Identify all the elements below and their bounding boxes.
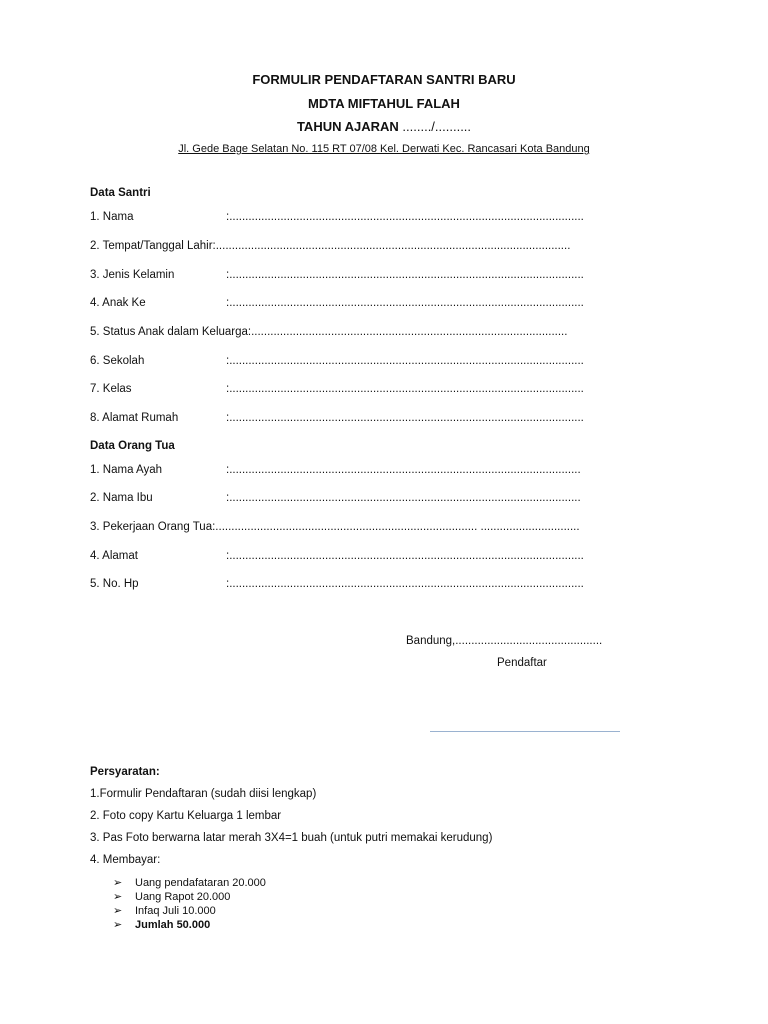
field-dotted-line: :..............................................................................................................: [226, 492, 581, 504]
arrow-bullet-icon: ➢: [113, 905, 123, 917]
arrow-bullet-icon: ➢: [113, 877, 123, 889]
payment-label: Infaq Juli 10.000: [135, 905, 216, 917]
field-label: 2. Tempat/Tanggal Lahir: [90, 240, 213, 252]
field-dotted-line: :...............................................................................................................: [226, 297, 584, 309]
requirement-item: 3. Pas Foto berwarna latar merah 3X4=1 buah (untuk putri memakai kerudung): [90, 832, 493, 844]
requirements-heading: Persyaratan:: [90, 766, 160, 778]
payment-label: Uang Rapot 20.000: [135, 891, 231, 903]
academic-year: [0, 119, 768, 134]
field-dotted-line: :...............................................................................................................: [226, 578, 584, 590]
requirement-item: 4. Membayar:: [90, 854, 161, 866]
payment-label: Uang pendafataran 20.000: [135, 877, 266, 889]
arrow-bullet-icon: ➢: [113, 891, 123, 903]
field-pekerjaan-orang-tua[interactable]: [90, 521, 602, 533]
payment-total: [113, 918, 210, 931]
field-dotted-line: :...............................................................................................................: [226, 355, 584, 367]
requirement-item: 1.Formulir Pendaftaran (sudah diisi lengkap): [90, 788, 317, 800]
signature-role: Pendaftar: [497, 657, 547, 669]
field-status-anak[interactable]: [90, 326, 601, 338]
field-dotted-line: :...............................................................................................................: [226, 211, 584, 223]
signature-place-date: Bandung,..............................................: [406, 635, 603, 647]
field-dotted-line: :...............................................................................................................: [226, 550, 584, 562]
field-label: 1. Nama: [90, 211, 134, 223]
payment-item: [113, 904, 216, 917]
field-label: 2. Nama Ibu: [90, 492, 153, 504]
field-nama-ibu[interactable]: [90, 492, 612, 504]
field-label: 3. Pekerjaan Orang Tua: [90, 521, 213, 533]
section-heading-orangtua: Data Orang Tua: [90, 440, 175, 452]
field-label: 8. Alamat Rumah: [90, 412, 179, 424]
form-title: FORMULIR PENDAFTARAN SANTRI BARU: [252, 72, 516, 87]
field-label: 4. Alamat: [90, 550, 138, 562]
field-dotted-line: :.................................................................................. ...............................: [212, 521, 580, 533]
field-alamat-rumah[interactable]: [90, 412, 616, 424]
field-alamat[interactable]: [90, 550, 616, 562]
arrow-bullet-icon: ➢: [113, 919, 123, 931]
school-name: MDTA MIFTAHUL FALAH: [308, 96, 460, 111]
field-no-hp[interactable]: [90, 578, 616, 590]
field-dotted-line: :...............................................................................................................: [226, 383, 584, 395]
field-label: 1. Nama Ayah: [90, 464, 163, 476]
school-address: Jl. Gede Bage Selatan No. 115 RT 07/08 Kel. Derwati Kec. Rancasari Kota Bandung: [178, 143, 590, 155]
field-jenis-kelamin[interactable]: [90, 269, 616, 281]
payment-total-label: Jumlah 50.000: [135, 919, 211, 931]
signature-line: [430, 731, 620, 732]
field-dotted-line: :...............................................................................................................: [226, 412, 584, 424]
field-dotted-line: :...............................................................................................................: [226, 269, 584, 281]
requirement-item: 2. Foto copy Kartu Keluarga 1 lembar: [90, 810, 282, 822]
field-label: 4. Anak Ke: [90, 297, 146, 309]
field-label: 5. Status Anak dalam Keluarga: [90, 326, 248, 338]
payment-item: [113, 876, 266, 889]
field-nama-ayah[interactable]: [90, 464, 612, 476]
field-tempat-tanggal-lahir[interactable]: [90, 240, 602, 252]
field-dotted-line: :...............................................................................................................: [212, 240, 571, 252]
field-dotted-line: :...................................................................................................: [247, 326, 568, 338]
academic-year-label: TAHUN AJARAN: [296, 119, 403, 134]
academic-year-value: ......../..........: [402, 119, 472, 134]
section-heading-santri: Data Santri: [90, 187, 151, 199]
field-nama[interactable]: [90, 211, 616, 223]
field-kelas[interactable]: [90, 383, 616, 395]
field-label: 7. Kelas: [90, 383, 132, 395]
field-label: 5. No. Hp: [90, 578, 139, 590]
field-sekolah[interactable]: [90, 355, 616, 367]
field-label: 3. Jenis Kelamin: [90, 269, 175, 281]
field-anak-ke[interactable]: [90, 297, 616, 309]
payment-item: [113, 890, 230, 903]
field-dotted-line: :..............................................................................................................: [226, 464, 581, 476]
field-label: 6. Sekolah: [90, 355, 145, 367]
